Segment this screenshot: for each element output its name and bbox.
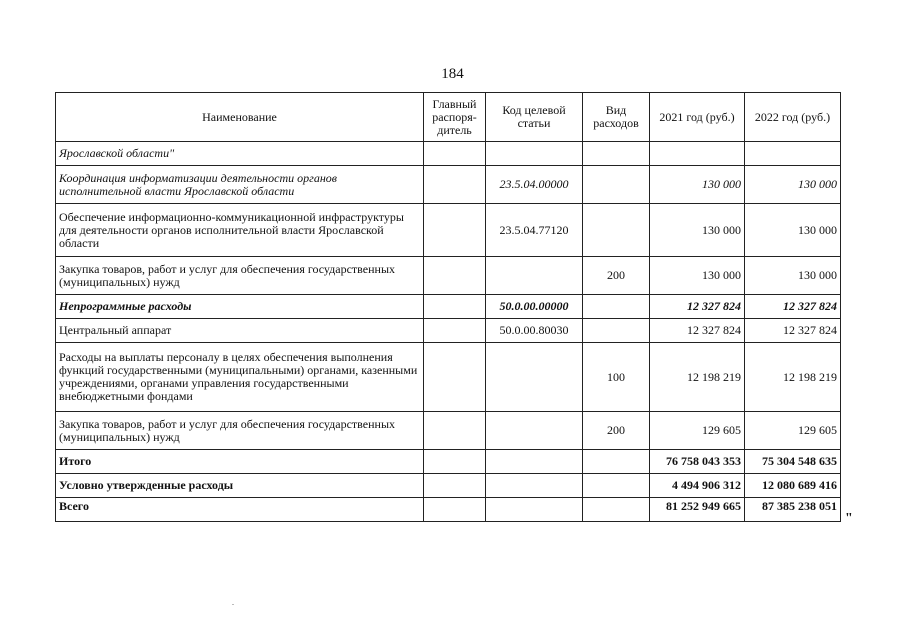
table-row bbox=[56, 257, 841, 295]
cell-2021 bbox=[650, 142, 745, 166]
header-code: Код целевой статьи bbox=[486, 93, 583, 142]
cell-2022: 75 304 548 635 bbox=[745, 450, 841, 474]
cell-2021: 12 198 219 bbox=[650, 343, 745, 412]
cell-vid: 200 bbox=[583, 257, 650, 295]
cell-2022: 129 605 bbox=[745, 412, 841, 450]
header-chief: Главный распоря-дитель bbox=[424, 93, 486, 142]
cell-code bbox=[486, 343, 583, 412]
cell-code bbox=[486, 142, 583, 166]
cell-2021: 12 327 824 bbox=[650, 295, 745, 319]
table-row bbox=[56, 412, 841, 450]
budget-table bbox=[55, 92, 841, 522]
table-row bbox=[56, 343, 841, 412]
cell-2021: 130 000 bbox=[650, 166, 745, 204]
cell-chief bbox=[424, 142, 486, 166]
cell-chief bbox=[424, 474, 486, 498]
cell-vid bbox=[583, 474, 650, 498]
table-row bbox=[56, 142, 841, 166]
cell-vid bbox=[583, 450, 650, 474]
cell-chief bbox=[424, 450, 486, 474]
scan-speck bbox=[232, 604, 234, 605]
cell-name: Обеспечение информационно-коммуникационной инфраструктуры для деятельности органов исполнительной власти Ярославской области bbox=[56, 204, 424, 257]
cell-2021: 81 252 949 665 bbox=[650, 498, 745, 522]
cell-name: Центральный аппарат bbox=[56, 319, 424, 343]
cell-vid: 100 bbox=[583, 343, 650, 412]
cell-name: Ярославской области" bbox=[56, 142, 424, 166]
table-row bbox=[56, 295, 841, 319]
cell-2022: 87 385 238 051 bbox=[745, 498, 841, 522]
cell-name: Итого bbox=[56, 450, 424, 474]
cell-2022: 12 327 824 bbox=[745, 319, 841, 343]
table-row bbox=[56, 166, 841, 204]
cell-code: 23.5.04.77120 bbox=[486, 204, 583, 257]
table-row bbox=[56, 319, 841, 343]
cell-2021: 130 000 bbox=[650, 204, 745, 257]
header-vid: Вид расходов bbox=[583, 93, 650, 142]
cell-2022 bbox=[745, 142, 841, 166]
closing-quote-mark: " bbox=[845, 511, 853, 526]
cell-code bbox=[486, 257, 583, 295]
cell-chief bbox=[424, 204, 486, 257]
cell-name: Всего bbox=[56, 498, 424, 522]
cell-chief bbox=[424, 319, 486, 343]
header-2021: 2021 год (руб.) bbox=[650, 93, 745, 142]
cell-code: 50.0.00.00000 bbox=[486, 295, 583, 319]
cell-2021: 12 327 824 bbox=[650, 319, 745, 343]
cell-code bbox=[486, 450, 583, 474]
cell-code bbox=[486, 498, 583, 522]
cell-vid bbox=[583, 204, 650, 257]
cell-chief bbox=[424, 412, 486, 450]
cell-name: Координация информатизации деятельности органов исполнительной власти Ярославской области bbox=[56, 166, 424, 204]
cell-vid bbox=[583, 498, 650, 522]
cell-name: Условно утвержденные расходы bbox=[56, 474, 424, 498]
table-row-conditional bbox=[56, 474, 841, 498]
cell-2022: 130 000 bbox=[745, 166, 841, 204]
cell-chief bbox=[424, 295, 486, 319]
cell-2022: 12 327 824 bbox=[745, 295, 841, 319]
cell-2022: 130 000 bbox=[745, 257, 841, 295]
table-row-total bbox=[56, 450, 841, 474]
cell-chief bbox=[424, 498, 486, 522]
cell-2022: 12 198 219 bbox=[745, 343, 841, 412]
cell-chief bbox=[424, 257, 486, 295]
table-row bbox=[56, 204, 841, 257]
header-name: Наименование bbox=[56, 93, 424, 142]
cell-name: Закупка товаров, работ и услуг для обеспечения государственных (муниципальных) нужд bbox=[56, 257, 424, 295]
cell-2022: 12 080 689 416 bbox=[745, 474, 841, 498]
table-header-row bbox=[56, 93, 841, 142]
cell-name: Расходы на выплаты персоналу в целях обеспечения выполнения функций государственными (муниципальными) органами, казенными учреждениями, органами управления государственными внебюджетными фондами bbox=[56, 343, 424, 412]
cell-2021: 130 000 bbox=[650, 257, 745, 295]
page-number: 184 bbox=[441, 66, 464, 82]
cell-vid: 200 bbox=[583, 412, 650, 450]
cell-code: 23.5.04.00000 bbox=[486, 166, 583, 204]
cell-2021: 76 758 043 353 bbox=[650, 450, 745, 474]
cell-chief bbox=[424, 343, 486, 412]
table-row-grand-total bbox=[56, 498, 841, 522]
cell-code: 50.0.00.80030 bbox=[486, 319, 583, 343]
cell-2022: 130 000 bbox=[745, 204, 841, 257]
cell-vid bbox=[583, 166, 650, 204]
header-2022: 2022 год (руб.) bbox=[745, 93, 841, 142]
cell-2021: 129 605 bbox=[650, 412, 745, 450]
cell-vid bbox=[583, 142, 650, 166]
cell-vid bbox=[583, 319, 650, 343]
cell-name: Непрограммные расходы bbox=[56, 295, 424, 319]
cell-2021: 4 494 906 312 bbox=[650, 474, 745, 498]
cell-code bbox=[486, 474, 583, 498]
cell-name: Закупка товаров, работ и услуг для обеспечения государственных (муниципальных) нужд bbox=[56, 412, 424, 450]
cell-code bbox=[486, 412, 583, 450]
cell-vid bbox=[583, 295, 650, 319]
cell-chief bbox=[424, 166, 486, 204]
